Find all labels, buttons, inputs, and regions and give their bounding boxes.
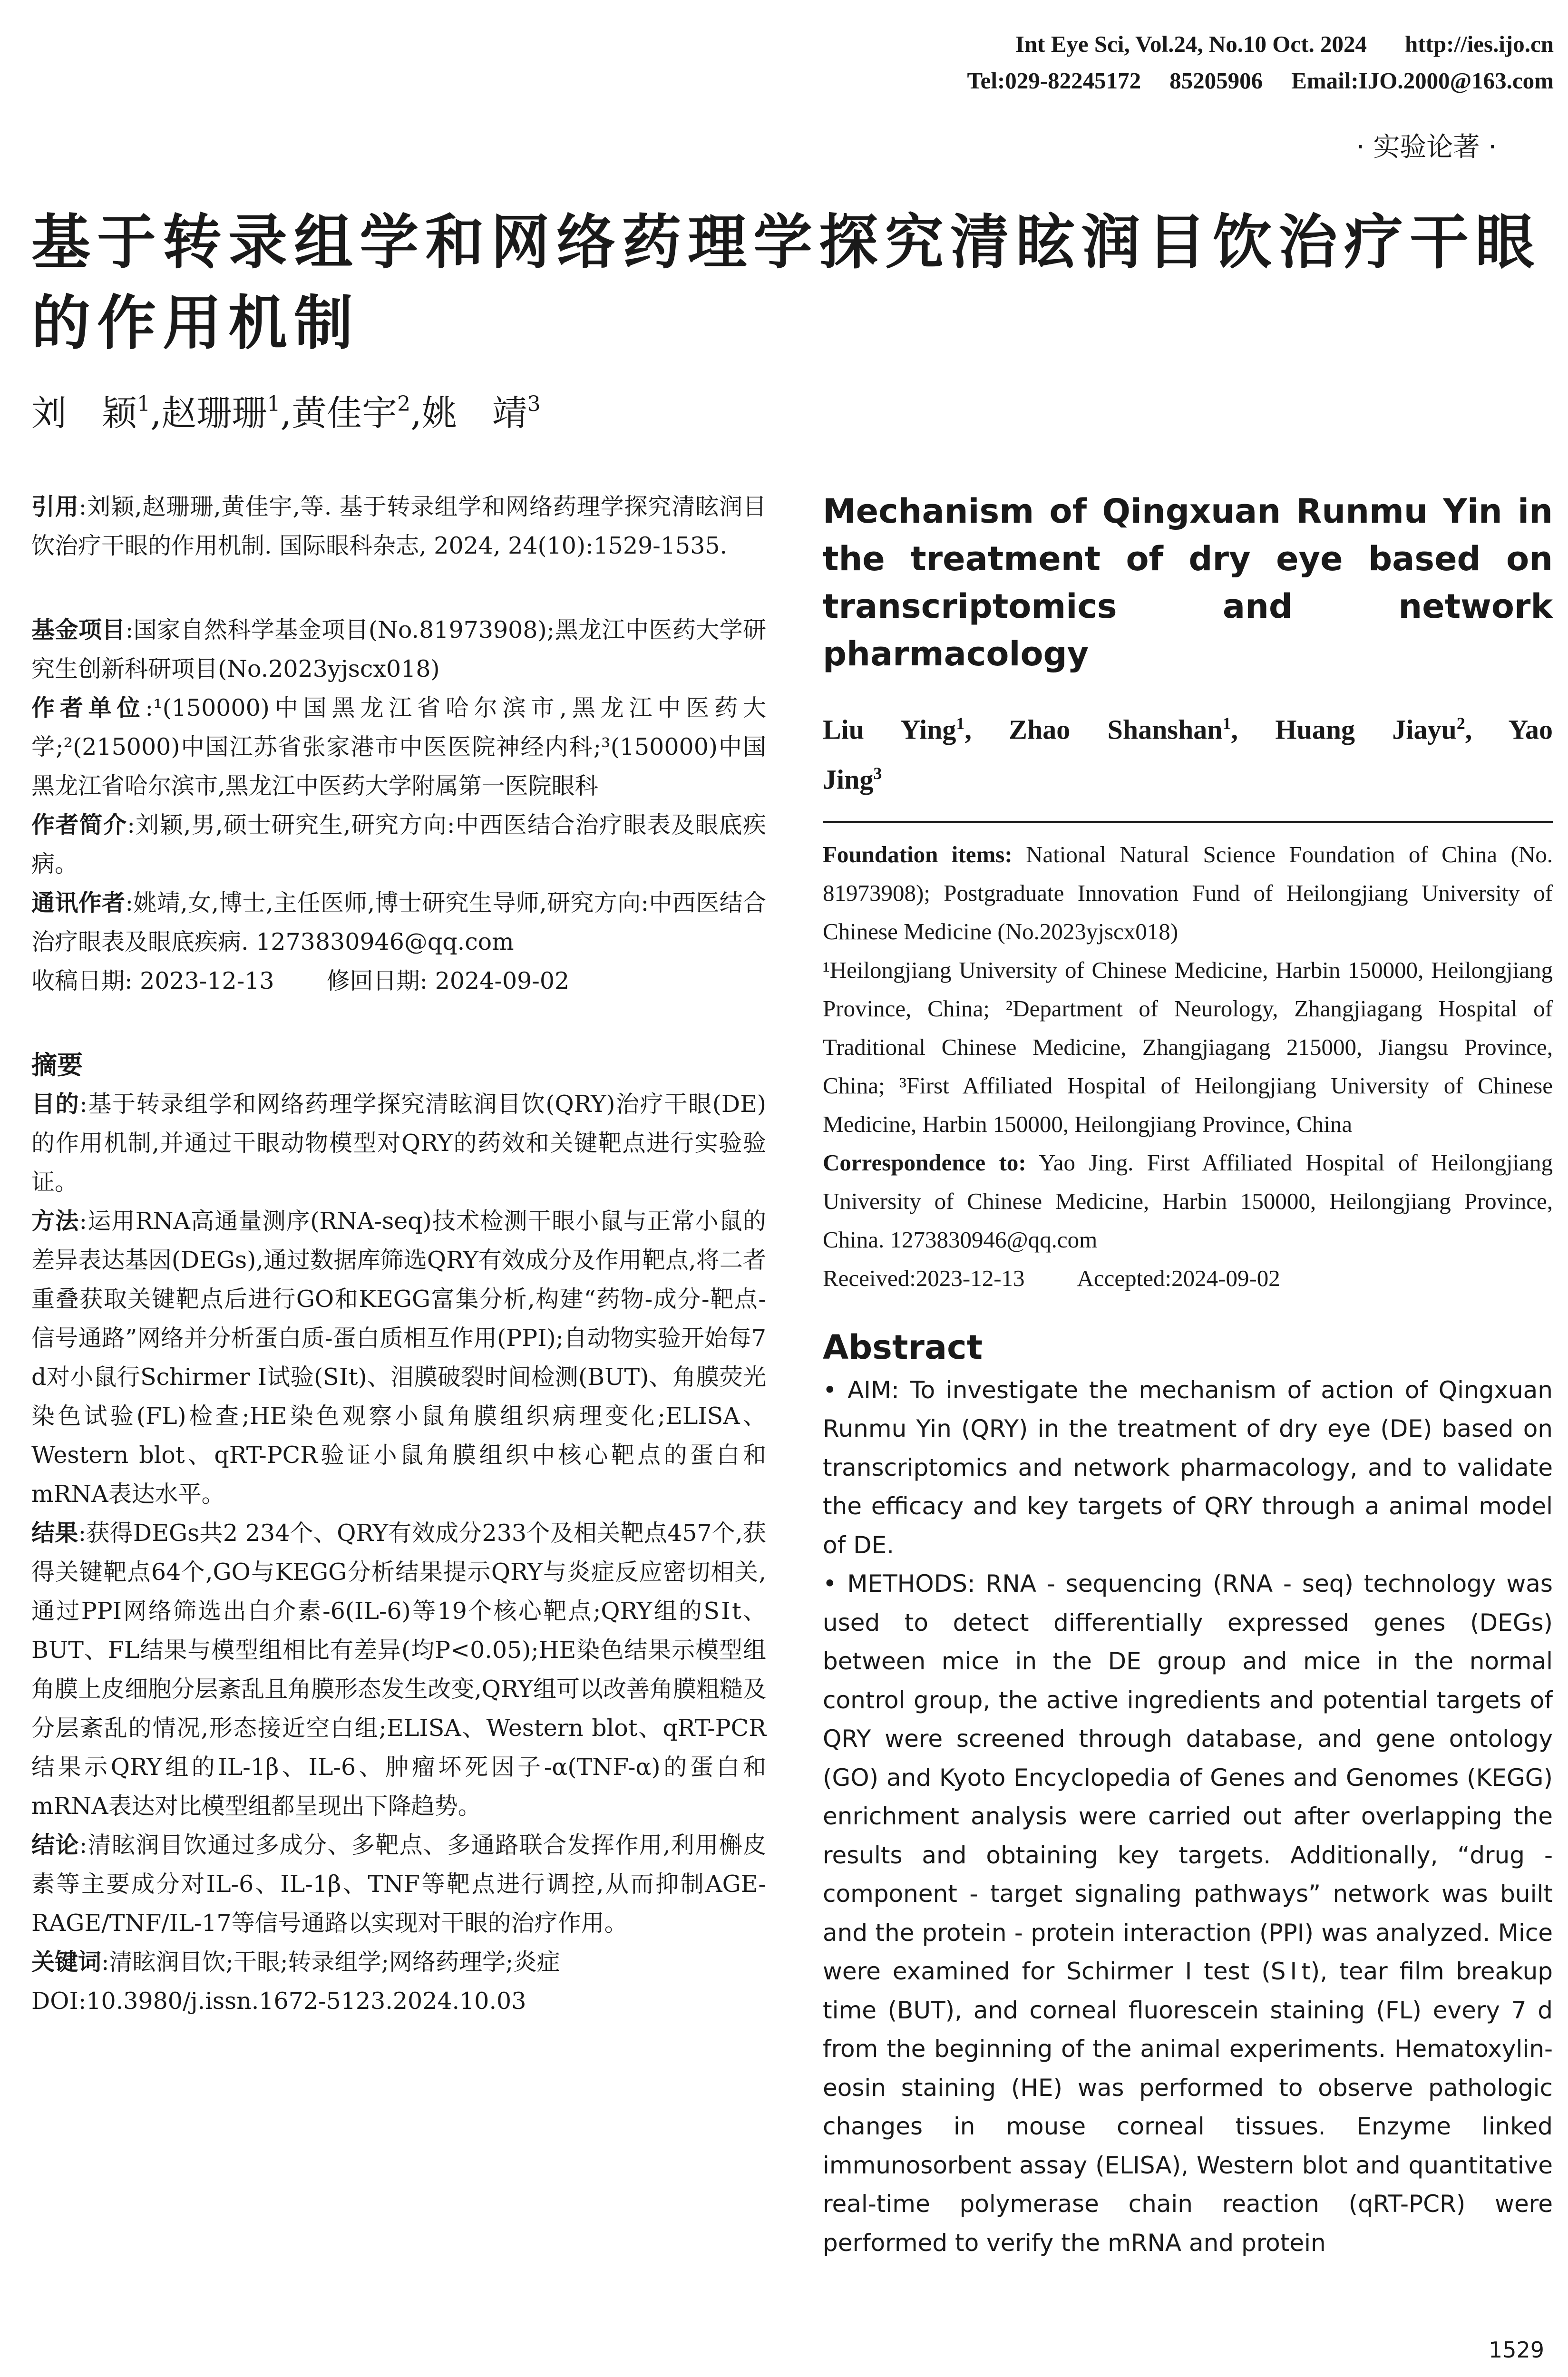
keywords-cn — [31, 1943, 766, 1982]
correspondence-text: Yao Jing. First Affiliated Hospital of Heilongjiang University of Chinese Medicine, Harbin 150000, Heilongjiang Province, China. 1273830946@qq.com — [823, 1149, 1553, 1253]
conclusion-cn — [31, 1826, 766, 1943]
corr-label: 通讯作者 — [31, 889, 126, 916]
received-date-cn: 收稿日期: 2023-12-13 — [31, 967, 274, 994]
author-en-name: Liu Ying — [823, 714, 956, 745]
fund-text: :国家自然科学基金项目(No.81973908);黑龙江中医药大学研究生创新科研项目(No.2023yjscx018) — [31, 616, 766, 682]
journal-email[interactable]: Email:IJO.2000@163.com — [1291, 68, 1554, 94]
article-title-en: Mechanism of Qingxuan Runmu Yin in the treatment of dry eye based on transcriptomics and network pharmacology — [823, 492, 1553, 673]
corr-block — [31, 884, 766, 962]
page-number: 1529 — [1488, 2337, 1544, 2363]
unit-text: :¹(150000)中国黑龙江省哈尔滨市,黑龙江中医药大学;²(215000)中国江苏省张家港市中医医院神经内科;³(150000)中国黑龙江省哈尔滨市,黑龙江中医药大学附属第一医院眼科 — [31, 694, 766, 799]
accepted-date-en: Accepted:2024-09-02 — [1077, 1265, 1280, 1291]
dates-block — [31, 962, 766, 1001]
authors-cn: 刘 颖$^1$,赵珊珊$^1$,黄佳宇$^2$,姚 靖$^3$ — [31, 392, 541, 434]
methods-cn — [31, 1202, 766, 1514]
doi-cn[interactable]: DOI:10.3980/j.issn.1672-5123.2024.10.03 — [31, 1987, 526, 2015]
author-en-name: Huang Jiayu — [1275, 714, 1457, 745]
author-cn-sup: 3 — [527, 392, 541, 416]
divider-rule — [823, 821, 1553, 823]
keywords-label: 关键词 — [31, 1948, 102, 1976]
author-en-name: Zhao Shanshan — [1009, 714, 1223, 745]
unit-label: 作者单位 — [31, 694, 146, 721]
dates-en — [823, 1259, 1553, 1297]
left-column-cn — [31, 487, 766, 2021]
foundation-text: National Natural Science Foundation of China (No. 81973908); Postgraduate Innovation Fund of Heilongjiang University of Chinese Medicine (No.2023yjscx018) — [823, 841, 1553, 945]
aim-en: • AIM: To investigate the mechanism of action of Qingxuan Runmu Yin (QRY) in the treatment of dry eye (DE) based on transcriptomics and network pharmacology, and to validate the efficacy and key targets of QRY through a animal model of DE. — [823, 1376, 1553, 1559]
fund-block — [31, 611, 766, 689]
methods-en: • METHODS: RNA - sequencing (RNA - seq) technology was used to detect differentially expressed genes (DEGs) between mice in the DE group and mice in the normal control group, the active ingredients and potential targets of QRY were screened through database, and gene ontology (GO) and Kyoto Encyclopedia of Genes and Genomes (KEGG) enrichment analysis were carried out after overlapping the results and obtaining key targets. Additionally, “drug - component - target signaling pathways” network was built and the protein - protein interaction (PPI) was analyzed. Mice were examined for Schirmer I test (SⅠt), tear film breakup time (BUT), and corneal fluorescein staining (FL) every 7 d from the beginning of the animal experiments. Hematoxylin-eosin staining (HE) was performed to observe pathologic changes in mouse corneal tissues. Enzyme linked immunosorbent assay (ELISA), Western blot and quantitative real-time polymerase chain reaction (qRT-PCR) were performed to verify the mRNA and protein — [823, 1570, 1553, 2257]
abstract-heading-en: Abstract — [823, 1327, 983, 1367]
author-cn-name: 黄佳宇 — [292, 393, 398, 434]
keywords-text: :清眩润目饮;干眼;转录组学;网络药理学;炎症 — [101, 1948, 560, 1976]
author-cn-sup: 2 — [397, 392, 411, 416]
author-cn-sup: 1 — [267, 392, 281, 416]
article-title-cn: 基于转录组学和网络药理学探究清眩润目饮治疗干眼的作用机制 — [31, 208, 1541, 358]
revised-date-cn: 修回日期: 2024-09-02 — [326, 967, 570, 994]
bio-text: :刘颖,男,硕士研究生,研究方向:中西医结合治疗眼表及眼底疾病。 — [31, 811, 766, 877]
running-header-line2 — [967, 69, 1554, 92]
authors-en: Liu Ying$^1$, Zhao Shanshan$^1$, Huang Jiayu$^2$, Yao Jing$^3$ — [823, 714, 1553, 795]
author-en-sup: 1 — [1222, 714, 1231, 733]
corr-text: :姚靖,女,博士,主任医师,博士研究生导师,研究方向:中西医结合治疗眼表及眼底疾病. 1273830946@qq.com — [31, 889, 766, 955]
affiliations-en: ¹Heilongjiang University of Chinese Medicine, Harbin 150000, Heilongjiang Province, China; ²Department of Neurology, Zhangjiagang Hospital of Traditional Chinese Medicine, Zhangjiagang 215000, Jiangsu Province, China; ³First Affiliated Hospital of Heilongjiang University of Chinese Medicine, Harbin 150000, Heilongjiang Province, China — [823, 956, 1553, 1137]
author-en-sup: 1 — [956, 714, 965, 733]
methods-label: 方法 — [31, 1208, 79, 1235]
methods-text: :运用RNA高通量测序(RNA-seq)技术检测干眼小鼠与正常小鼠的差异表达基因(DEGs),通过数据库筛选QRY有效成分及作用靶点,将二者重叠获取关键靶点后进行GO和KEGG富集分析,构建“药物-成分-靶点-信号通路”网络并分析蛋白质-蛋白质相互作用(PPI);自动物实验开始每7 d对小鼠行Schirmer Ⅰ试验(SⅠt)、泪膜破裂时间检测(BUT)、角膜荧光染色试验(FL)检查;HE染色观察小鼠角膜组织病理变化;ELISA、Western blot、qRT-PCR验证小鼠角膜组织中核心靶点的蛋白和mRNA表达水平。 — [31, 1208, 766, 1508]
author-cn-name: 姚 靖 — [421, 393, 527, 434]
journal-tel: Tel:029-82245172 — [967, 68, 1141, 94]
journal-tel2: 85205906 — [1169, 68, 1263, 94]
received-date-en: Received:2023-12-13 — [823, 1265, 1025, 1291]
abstract-heading-cn: 摘要 — [31, 1050, 83, 1080]
author-cn-name: 赵珊珊 — [161, 393, 267, 434]
right-column-en — [823, 487, 1553, 2262]
conclusion-text: :清眩润目饮通过多成分、多靶点、多通路联合发挥作用,利用槲皮素等主要成分对IL-6、IL-1β、TNF等靶点进行调控,从而抑制AGE-RAGE/TNF/IL-17等信号通路以实现对干眼的治疗作用。 — [31, 1831, 766, 1937]
results-text: :获得DEGs共2 234个、QRY有效成分233个及相关靶点457个,获得关键靶点64个,GO与KEGG分析结果提示QRY与炎症反应密切相关,通过PPI网络筛选出白介素-6(IL-6)等19个核心靶点;QRY组的SⅠt、BUT、FL结果与模型组相比有差异(均P<0.05);HE染色结果示模型组角膜上皮细胞分层紊乱且角膜形态发生改变,QRY组可以改善角膜粗糙及分层紊乱的情况,形态接近空白组;ELISA、Western blot、qRT-PCR结果示QRY组的IL-1β、IL-6、肿瘤坏死因子-α(TNF-α)的蛋白和mRNA表达对比模型组都呈现出下降趋势。 — [31, 1520, 766, 1820]
author-en-sup: 3 — [873, 764, 882, 783]
cite-text: :刘颖,赵珊珊,黄佳宇,等. 基于转录组学和网络药理学探究清眩润目饮治疗干眼的作用机制. 国际眼科杂志, 2024, 24(10):1529-1535. — [31, 493, 766, 559]
aim-text: :基于转录组学和网络药理学探究清眩润目饮(QRY)治疗干眼(DE)的作用机制,并通过干眼动物模型对QRY的药效和关键靶点进行实验验证。 — [31, 1091, 766, 1196]
bio-block — [31, 806, 766, 884]
correspondence-en — [823, 1143, 1553, 1259]
journal-citation: Int Eye Sci, Vol.24, No.10 Oct. 2024 — [1015, 31, 1367, 57]
author-cn-name: 刘 颖 — [31, 393, 137, 434]
cite-label: 引用 — [31, 493, 79, 520]
bio-label: 作者简介 — [31, 811, 127, 838]
results-label: 结果 — [31, 1520, 78, 1547]
section-tag: · 实验论著 · — [1356, 132, 1497, 163]
correspondence-label: Correspondence to: — [823, 1149, 1026, 1176]
author-en-sup: 2 — [1456, 714, 1465, 733]
running-header-line1 — [1015, 32, 1554, 56]
unit-block — [31, 689, 766, 806]
fund-label: 基金项目 — [31, 616, 126, 643]
author-en-name: Yao Jing — [823, 714, 1553, 795]
citation-block — [31, 487, 766, 565]
journal-url[interactable]: http://ies.ijo.cn — [1404, 31, 1554, 57]
aim-cn — [31, 1085, 766, 1202]
foundation-label: Foundation items: — [823, 841, 1013, 867]
aim-label: 目的 — [31, 1091, 80, 1118]
foundation-en — [823, 835, 1553, 951]
results-cn — [31, 1514, 766, 1826]
conclusion-label: 结论 — [31, 1831, 79, 1859]
author-cn-sup: 1 — [137, 392, 150, 416]
